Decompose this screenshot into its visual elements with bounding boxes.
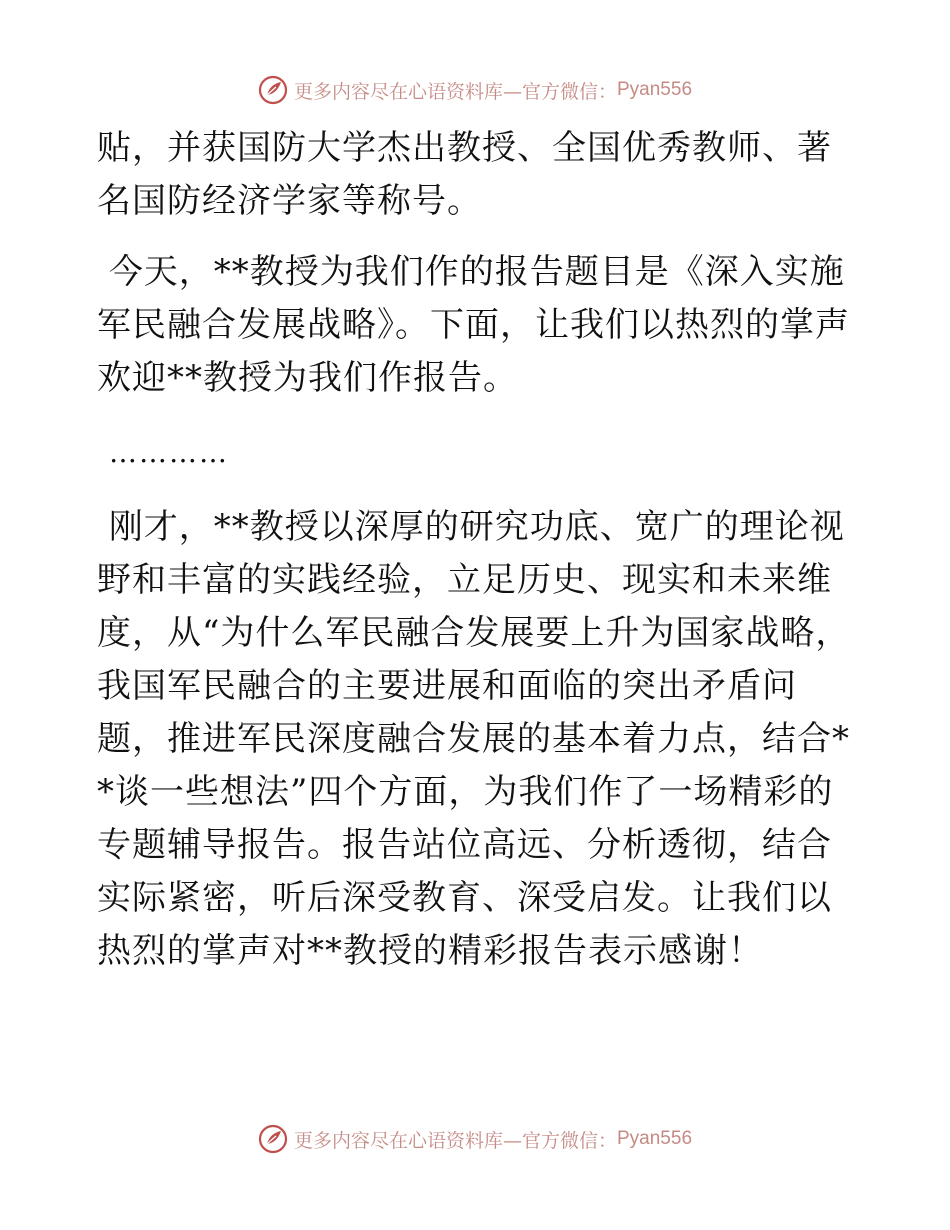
ellipsis-separator: ………… bbox=[109, 436, 229, 469]
watermark-text: 更多内容尽在心语资料库—官方微信： bbox=[293, 1129, 617, 1152]
paragraph-closing-remarks: 刚才，**教授以深厚的研究功底、宽广的理论视野和丰富的实践经验，立足历史、现实和未来维度，从“为什么军民融合发展要上升为国家战略，我国军民融合的主要进展和面临的突出矛盾问题，推进军民深度融合发展的基本着力点，结合**谈一些想法”四个方面，为我们作了一场精彩的专题辅导报告。报告站位高远、分析透彻，结合实际紧密，听后深受教育、深受启发。让我们以热烈的掌声对**教授的精彩报告表示感谢！ bbox=[97, 507, 851, 971]
paragraph-introduction: 今天，**教授为我们作的报告题目是《深入实施军民融合发展战略》。下面，让我们以热烈的掌声欢迎**教授为我们作报告。 bbox=[97, 252, 850, 398]
header-watermark bbox=[0, 70, 950, 110]
leaf-logo-icon bbox=[258, 1124, 288, 1154]
document-body bbox=[97, 122, 857, 978]
paragraph-honors: 贴，并获国防大学杰出教授、全国优秀教师、著名国防经济学家等称号。 bbox=[97, 128, 832, 221]
watermark-wechat-id: Pyan556 bbox=[617, 1128, 693, 1149]
leaf-logo-icon bbox=[258, 75, 288, 105]
watermark-wechat-id: Pyan556 bbox=[617, 79, 693, 100]
watermark-text: 更多内容尽在心语资料库—官方微信： bbox=[293, 80, 617, 103]
footer-watermark bbox=[0, 1119, 950, 1159]
